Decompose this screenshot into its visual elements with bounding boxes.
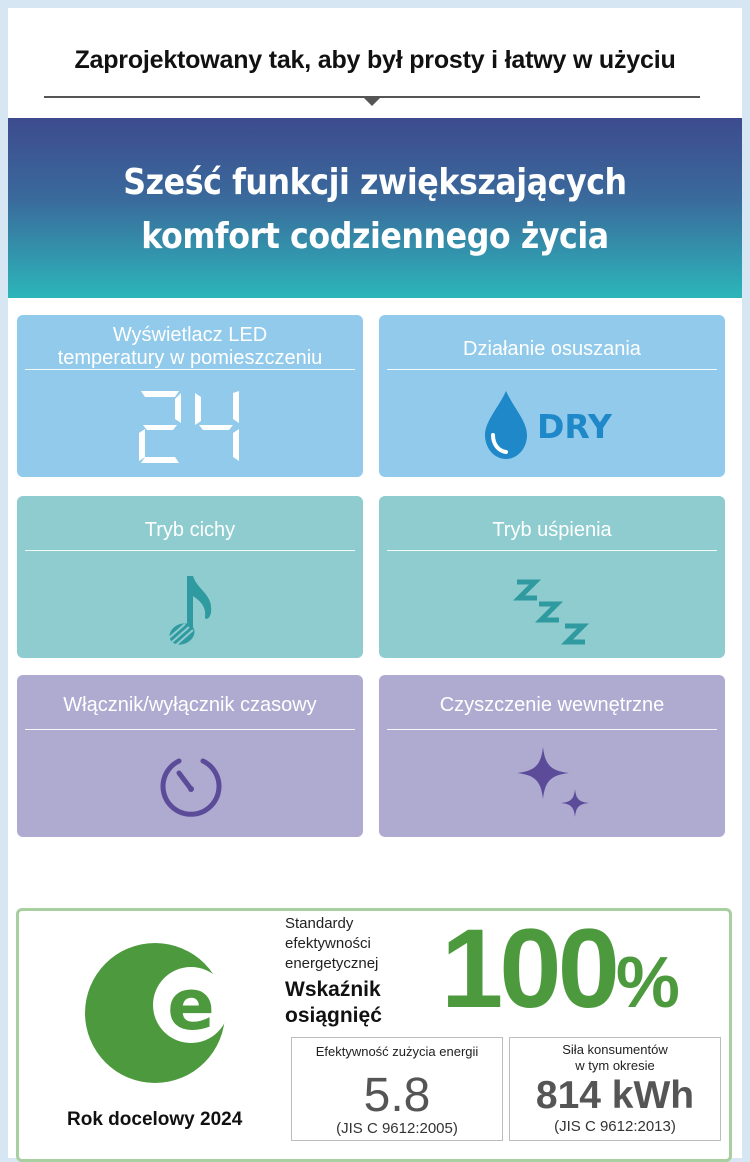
- banner-title-line1: Sześć funkcji zwiększających: [123, 162, 627, 203]
- card-divider: [25, 729, 355, 730]
- energy-e-logo-icon: [83, 937, 233, 1092]
- features-banner: [8, 118, 742, 298]
- card-divider: [387, 550, 717, 551]
- feature-card-internal-cleaning: [379, 675, 725, 837]
- card-divider: [25, 369, 355, 370]
- rate-number: 100: [441, 906, 616, 1031]
- feature-card-dehumidify: [379, 315, 725, 477]
- feature-card-quiet-mode: [17, 496, 363, 658]
- rate-unit: %: [615, 943, 680, 1023]
- divider-arrow-icon: [364, 98, 380, 106]
- feature-title-line1: Wyświetlacz LED: [112, 324, 268, 346]
- feature-title: Włącznik/wyłącznik czasowy: [63, 694, 317, 716]
- consumption-box: [509, 1037, 721, 1141]
- consumption-label-line1: Siła konsumentów: [562, 1042, 668, 1057]
- card-divider: [387, 729, 717, 730]
- logo-letter: e: [167, 964, 215, 1046]
- apf-label: Efektywność zużycia energii: [315, 1044, 479, 1059]
- feature-title: Tryb cichy: [144, 519, 236, 541]
- standard-line2: efektywności: [285, 935, 371, 952]
- rate-line2: osiągnięć: [285, 1004, 382, 1027]
- energy-efficiency-panel: [16, 908, 732, 1162]
- apf-box: [291, 1037, 503, 1141]
- timer-icon: [155, 749, 227, 826]
- standard-line3: energetycznej: [285, 955, 379, 972]
- feature-card-sleep-mode: [379, 496, 725, 658]
- consumption-value: 814 kWh: [535, 1074, 695, 1117]
- feature-title-line2: temperatury w pomieszczeniu: [57, 347, 323, 369]
- page: [8, 8, 742, 1158]
- page-title: Zaprojektowany tak, aby był prosty i łatwy w użyciu: [74, 46, 676, 74]
- feature-title: Czyszczenie wewnętrzne: [439, 694, 665, 716]
- efficiency-standard-label: [285, 914, 378, 974]
- achievement-rate-label: [285, 977, 382, 1029]
- consumption-label-line2: w tym okresie: [575, 1058, 655, 1073]
- card-divider: [25, 550, 355, 551]
- feature-title: Działanie osuszania: [463, 338, 641, 360]
- banner-title: [52, 156, 698, 264]
- feature-card-timer: [17, 675, 363, 837]
- consumption-label: [510, 1042, 720, 1074]
- zzz-icon: [513, 578, 593, 655]
- achievement-rate-value: [441, 906, 680, 1043]
- rate-line1: Wskaźnik: [285, 978, 381, 1001]
- feature-card-led-display: [17, 315, 363, 477]
- sparkle-icon: [509, 743, 599, 830]
- consumption-standard: (JIS C 9612:2013): [554, 1118, 676, 1135]
- target-year: Rok docelowy 2024: [67, 1109, 243, 1130]
- apf-value: 5.8: [363, 1069, 431, 1122]
- feature-title: Tryb uśpienia: [492, 519, 612, 541]
- music-note-icon: [163, 572, 223, 657]
- feature-title: [17, 324, 363, 370]
- apf-standard: (JIS C 9612:2005): [336, 1120, 458, 1137]
- standard-line1: Standardy: [285, 915, 354, 932]
- water-drop-icon: [481, 389, 531, 466]
- card-divider: [387, 369, 717, 370]
- banner-title-line2: komfort codziennego życia: [141, 216, 609, 257]
- led-24-display-icon: [135, 387, 245, 472]
- dry-badge: DRY: [537, 407, 612, 446]
